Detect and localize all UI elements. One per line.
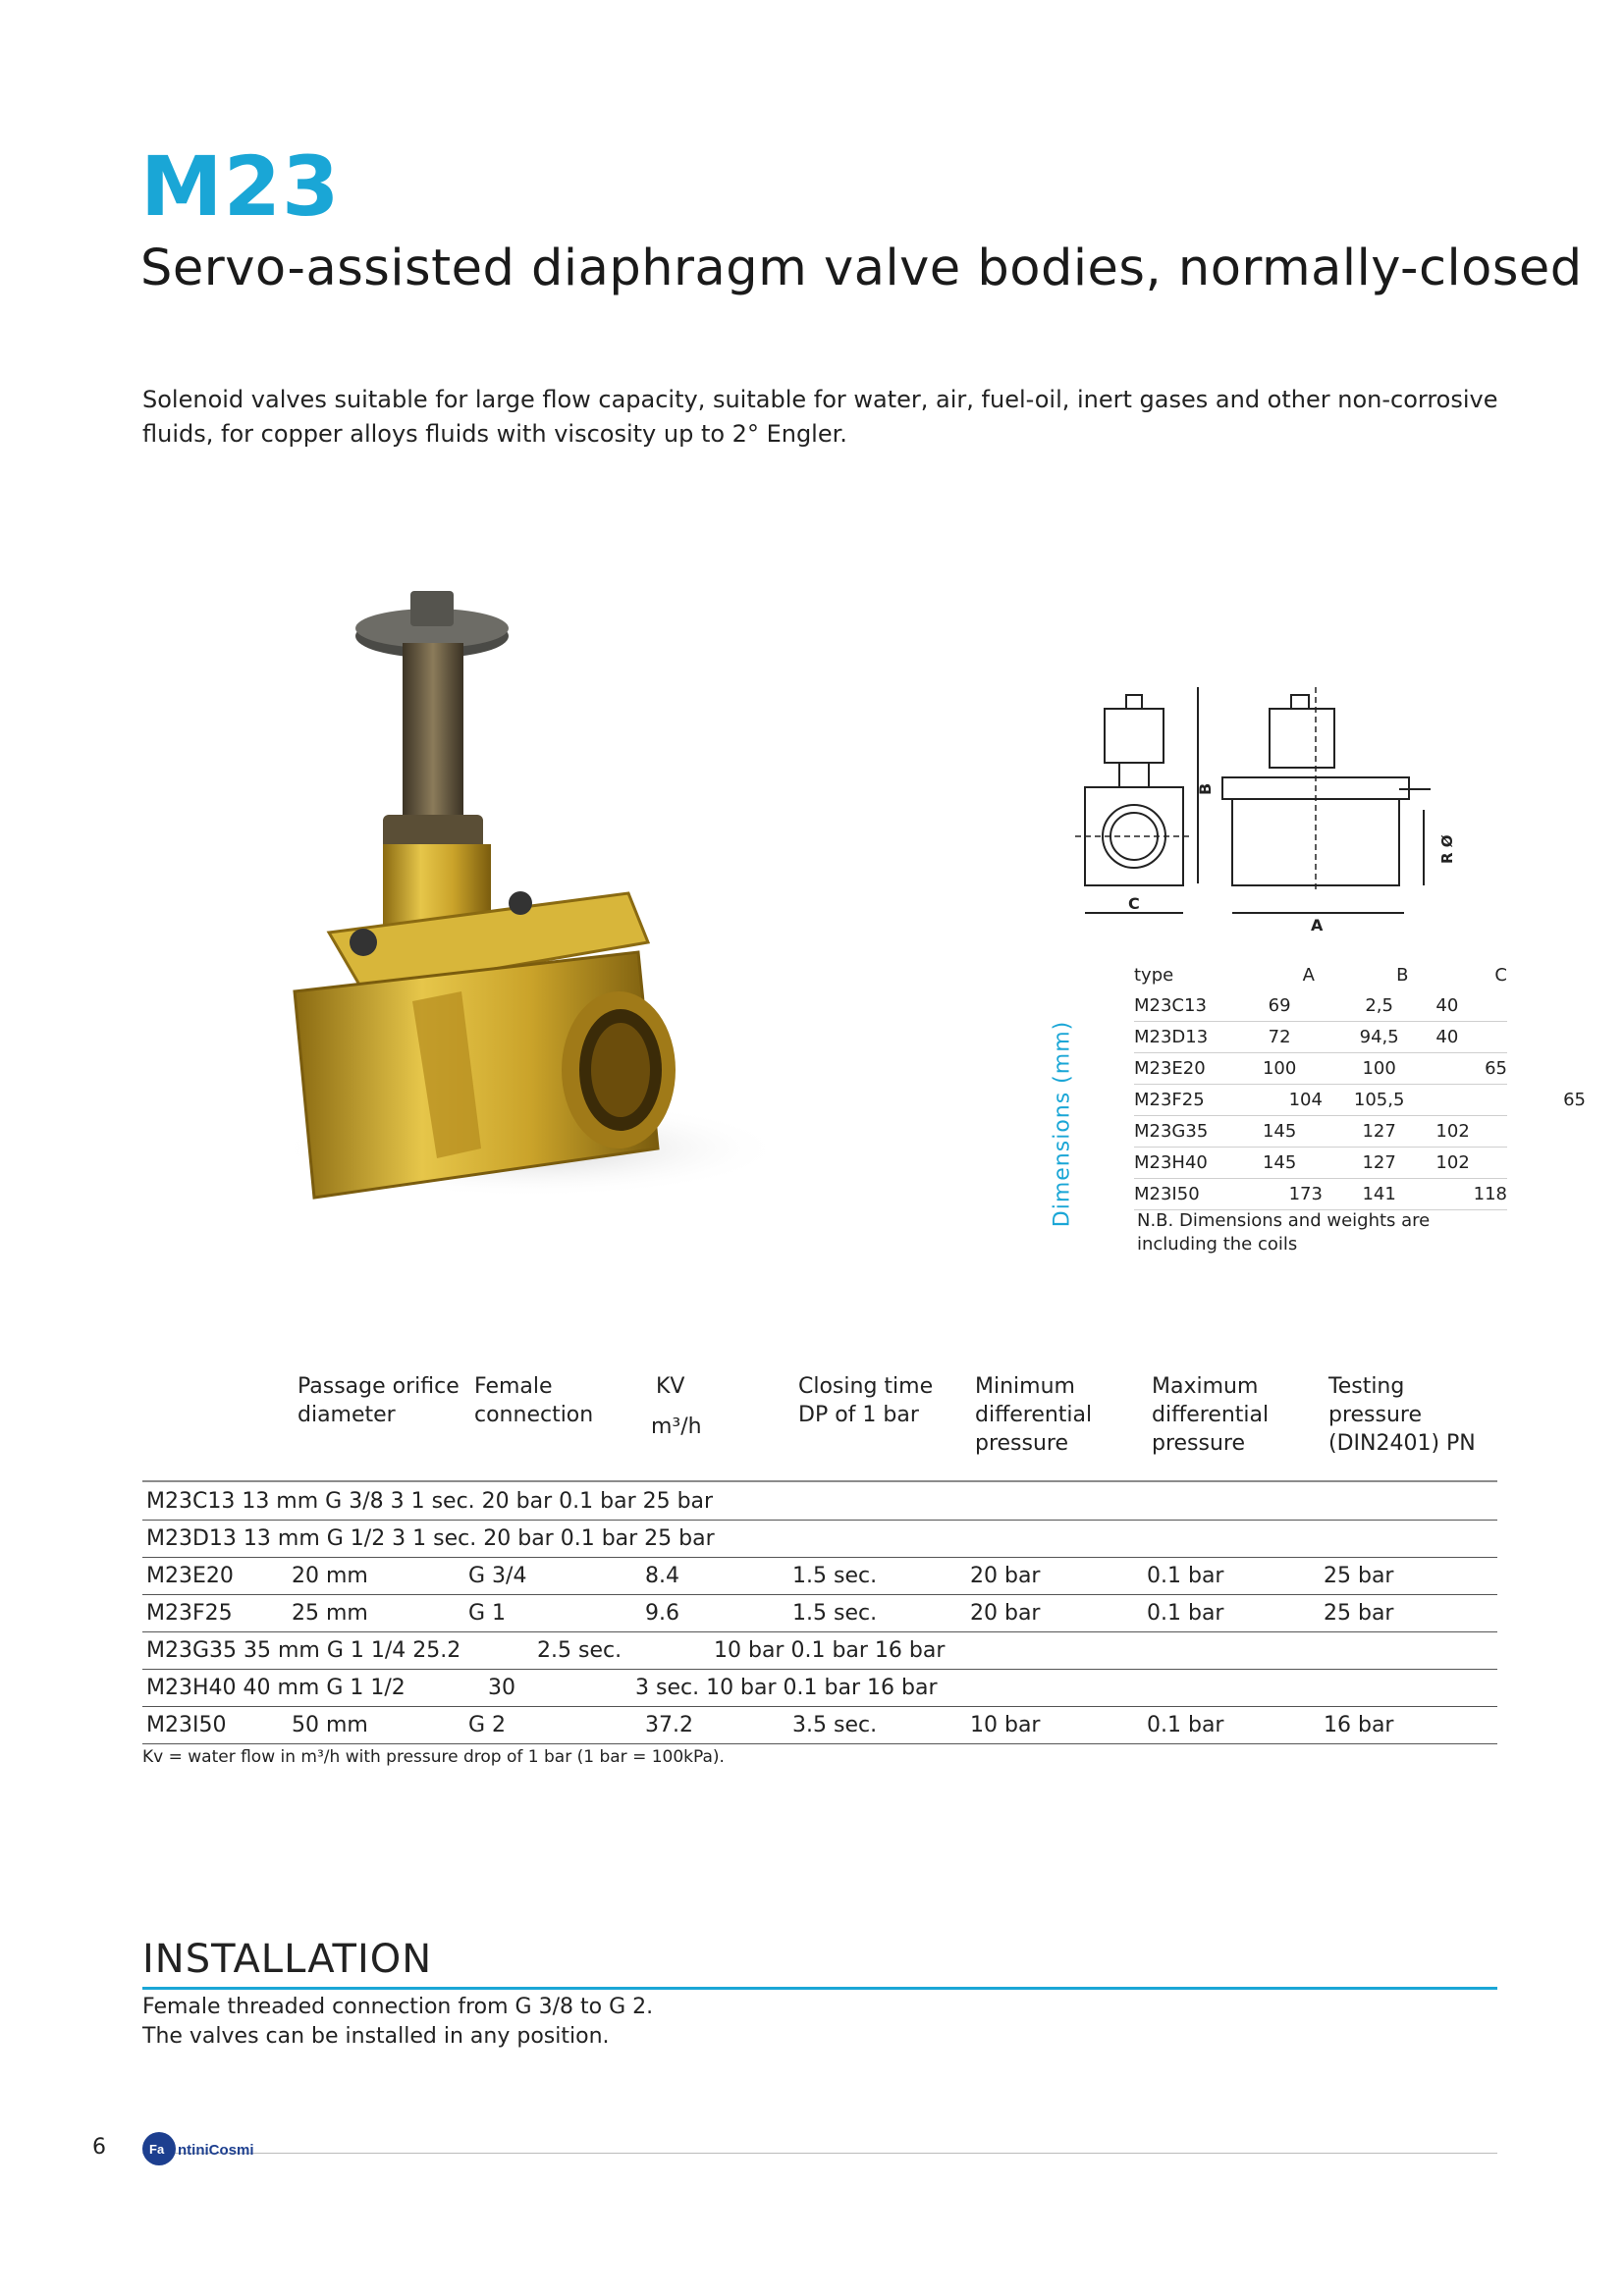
header-min-pressure <box>975 1372 1092 1458</box>
header-test-line: (DIN2401) PN <box>1328 1431 1476 1456</box>
dimensions-side-label <box>1043 1020 1082 1228</box>
cell-max: 0.1 bar <box>1147 1601 1224 1626</box>
header-min-line: differential <box>975 1403 1093 1427</box>
header-kv-line: KV <box>656 1374 685 1399</box>
installation-heading: INSTALLATION <box>142 1937 433 1982</box>
dim-cell: M23G35 <box>1134 1116 1236 1148</box>
dim-cell: 72 <box>1236 1022 1323 1053</box>
dimensions-table-header <box>1134 960 1507 990</box>
spec-table-divider <box>142 1480 1497 1482</box>
table-row <box>142 1707 1497 1744</box>
row-text: M23H40 40 mm G 1 1/2 <box>146 1676 406 1700</box>
row-text: M23C13 13 mm G 3/8 3 1 sec. 20 bar 0.1 bar 25 bar <box>146 1489 714 1514</box>
cell-connection: G 3/4 <box>468 1564 527 1588</box>
dimensions-note <box>1137 1209 1471 1256</box>
header-closing <box>798 1372 933 1429</box>
dimensions-row <box>1134 1179 1507 1210</box>
dim-cell: 102 <box>1435 1116 1507 1148</box>
drawing-label-r: R Ø <box>1438 834 1456 864</box>
cell-kv: 8.4 <box>645 1564 679 1588</box>
row-text: M23D13 13 mm G 1/2 3 1 sec. 20 bar 0.1 bar 25 bar <box>146 1526 715 1551</box>
dim-cell: M23I50 <box>1134 1179 1236 1210</box>
dim-cell: 127 <box>1323 1116 1436 1148</box>
header-female-line: Female <box>474 1374 553 1399</box>
dim-cell: 145 <box>1236 1116 1323 1148</box>
cell-kv: 37.2 <box>645 1713 693 1737</box>
cell-test: 25 bar <box>1324 1564 1394 1588</box>
installation-text <box>142 1993 653 2052</box>
dim-cell: 65 <box>1514 1085 1586 1116</box>
dim-cell: M23E20 <box>1134 1053 1236 1085</box>
header-kv-unit: m³/h <box>651 1415 702 1439</box>
cell-max: 0.1 bar <box>1147 1564 1224 1588</box>
dim-header-type: type <box>1134 965 1174 986</box>
dimensions-row <box>1134 1022 1507 1053</box>
cell-closing: 3.5 sec. <box>792 1713 878 1737</box>
cell-closing: 1.5 sec. <box>792 1564 878 1588</box>
dimensions-row <box>1134 1148 1507 1179</box>
dimensions-row <box>1134 1116 1507 1148</box>
cell-diameter: 25 mm <box>292 1601 368 1626</box>
header-max-line: pressure <box>1152 1431 1246 1456</box>
intro-paragraph <box>142 383 1517 452</box>
kv-footnote: Kv = water flow in m³/h with pressure drop of 1 bar (1 bar = 100kPa). <box>142 1747 725 1767</box>
cell-kv: 9.6 <box>645 1601 679 1626</box>
cell-type: M23F25 <box>146 1601 233 1626</box>
footer-rule <box>142 2153 1497 2154</box>
cell-kv: 30 <box>488 1676 515 1700</box>
valve-product-photo <box>236 520 795 1266</box>
drawing-label-a: A <box>1311 916 1324 933</box>
header-female <box>474 1372 593 1429</box>
installation-line-2: The valves can be installed in any position. <box>142 2024 610 2049</box>
dim-cell: 118 <box>1435 1179 1507 1210</box>
dim-cell: 173 <box>1236 1179 1323 1210</box>
cell-min: 20 bar <box>970 1564 1041 1588</box>
cell-test: 16 bar <box>1324 1713 1394 1737</box>
header-min-line: pressure <box>975 1431 1069 1456</box>
dim-cell: M23C13 <box>1134 990 1236 1022</box>
dimension-drawing <box>1065 687 1488 933</box>
header-test-line: pressure <box>1328 1403 1423 1427</box>
header-max-pressure <box>1152 1372 1269 1458</box>
spec-table-header <box>142 1372 1497 1478</box>
drawing-label-c: C <box>1128 894 1140 913</box>
header-test-line: Testing <box>1328 1374 1405 1399</box>
dimensions-note-line-1: N.B. Dimensions and weights are <box>1137 1210 1431 1231</box>
dim-cell: 145 <box>1236 1148 1323 1179</box>
dimensions-side-label-text: Dimensions (mm) <box>1050 1020 1075 1228</box>
cell-test: 25 bar <box>1324 1601 1394 1626</box>
dim-cell: 65 <box>1435 1053 1507 1085</box>
table-row <box>142 1558 1497 1595</box>
dim-header-b: B <box>1396 965 1409 986</box>
product-subtitle: Servo-assisted diaphragm valve bodies, normally-closed <box>140 240 1583 297</box>
product-model-title: M23 <box>140 138 341 235</box>
svg-text:Fa: Fa <box>149 2142 165 2157</box>
intro-line-2: fluids, for copper alloys fluids with viscosity up to 2° Engler. <box>142 420 847 448</box>
header-closing-line: DP of 1 bar <box>798 1403 919 1427</box>
table-row <box>142 1595 1497 1632</box>
row-text: M23G35 35 mm G 1 1/4 25.2 <box>146 1638 461 1663</box>
dimensions-row <box>1134 1085 1507 1116</box>
dim-cell: 104 <box>1236 1085 1323 1116</box>
header-max-line: Maximum <box>1152 1374 1259 1399</box>
page-number: 6 <box>92 2135 106 2160</box>
cell-min: 10 bar <box>970 1713 1041 1737</box>
dim-cell: 105,5 <box>1323 1085 1436 1116</box>
table-row <box>142 1521 1497 1558</box>
header-female-line: connection <box>474 1403 594 1427</box>
dim-header-a: A <box>1302 965 1315 986</box>
cell-min: 20 bar <box>970 1601 1041 1626</box>
cell-connection: G 2 <box>468 1713 507 1737</box>
cell-diameter: 20 mm <box>292 1564 368 1588</box>
row-text: 3 sec. 10 bar 0.1 bar 16 bar <box>635 1676 938 1700</box>
header-closing-line: Closing time <box>798 1374 934 1399</box>
row-text: 10 bar 0.1 bar 16 bar <box>714 1638 946 1663</box>
intro-line-1: Solenoid valves suitable for large flow capacity, suitable for water, air, fuel-oil, inert gases and other non-corrosive <box>142 386 1498 413</box>
header-passage-line: diameter <box>298 1403 396 1427</box>
installation-rule <box>142 1987 1497 1990</box>
header-passage <box>298 1372 460 1429</box>
dim-cell: 141 <box>1323 1179 1436 1210</box>
cell-closing: 2.5 sec. <box>537 1638 623 1663</box>
dim-cell: 102 <box>1435 1148 1507 1179</box>
dim-header-c: C <box>1494 965 1507 986</box>
header-passage-line: Passage orifice <box>298 1374 460 1399</box>
dim-cell: 127 <box>1323 1148 1436 1179</box>
cell-type: M23E20 <box>146 1564 234 1588</box>
cell-diameter: 50 mm <box>292 1713 368 1737</box>
dim-cell: M23D13 <box>1134 1022 1236 1053</box>
dim-cell: M23H40 <box>1134 1148 1236 1179</box>
header-testing-pressure <box>1328 1372 1476 1458</box>
dim-cell: 40 <box>1435 1022 1507 1053</box>
dim-cell: M23F25 <box>1134 1085 1236 1116</box>
dim-cell: 40 <box>1435 990 1507 1022</box>
header-kv <box>651 1372 702 1441</box>
dimensions-row <box>1134 990 1507 1022</box>
dim-cell: 69 <box>1236 990 1323 1022</box>
dimensions-note-line-2: including the coils <box>1137 1234 1298 1255</box>
svg-text:ntiniCosmi: ntiniCosmi <box>178 2142 254 2159</box>
dim-cell: 100 <box>1236 1053 1323 1085</box>
dimensions-table <box>1134 960 1586 1210</box>
cell-type: M23I50 <box>146 1713 227 1737</box>
dimensions-row <box>1134 1053 1507 1085</box>
header-min-line: Minimum <box>975 1374 1075 1399</box>
cell-connection: G 1 <box>468 1601 507 1626</box>
drawing-label-b: B <box>1196 782 1215 795</box>
cell-max: 0.1 bar <box>1147 1713 1224 1737</box>
table-row <box>142 1670 1497 1707</box>
table-row <box>142 1483 1497 1521</box>
header-max-line: differential <box>1152 1403 1270 1427</box>
fantinicosmi-logo <box>140 2130 268 2167</box>
dim-cell: 2,5 <box>1323 990 1436 1022</box>
dim-cell: 94,5 <box>1323 1022 1436 1053</box>
cell-closing: 1.5 sec. <box>792 1601 878 1626</box>
installation-line-1: Female threaded connection from G 3/8 to G 2. <box>142 1995 654 2019</box>
dim-cell: 100 <box>1323 1053 1436 1085</box>
table-row <box>142 1632 1497 1670</box>
